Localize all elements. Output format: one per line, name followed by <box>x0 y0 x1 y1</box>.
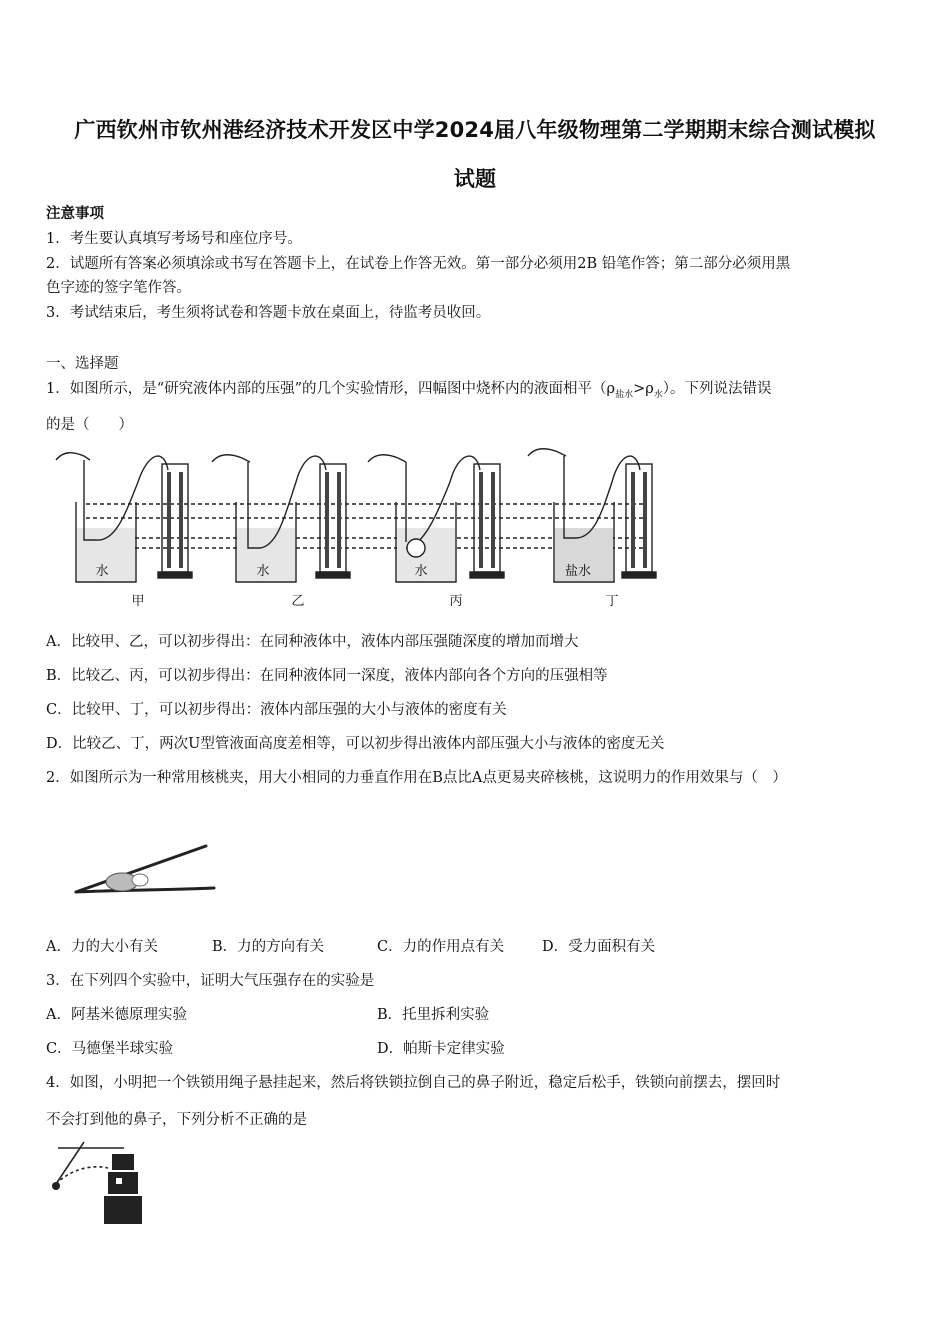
figure-label-bing: 丙 <box>449 594 463 609</box>
q2-option-c: C．力的作用点有关 <box>377 939 505 955</box>
nutcracker-image <box>70 836 220 906</box>
notice-item-1: 1．考生要认真填写考场号和座位序号。 <box>46 231 302 247</box>
q4-stem-line2: 不会打到他的鼻子，下列分析不正确的是 <box>46 1112 307 1128</box>
notice-item-2-cont: 色字迹的签字笔作答。 <box>46 280 191 296</box>
q2-option-b: B．力的方向有关 <box>212 939 325 955</box>
section-heading: 一、选择题 <box>46 356 119 372</box>
liquid-label-bing: 水 <box>414 564 428 579</box>
notice-item-3: 3．考试结束后，考生须将试卷和答题卡放在桌面上，待监考员收回。 <box>46 305 491 321</box>
notice-item-2: 2．试题所有答案必须填涂或书写在答题卡上，在试卷上作答无效。第一部分必须用2B 铅笔作答；第二部分必须用黑 <box>46 256 791 272</box>
q3-option-b: B．托里拆利实验 <box>377 1007 490 1023</box>
q2-option-d: D．受力面积有关 <box>542 939 656 955</box>
figure-label-jia: 甲 <box>131 594 145 609</box>
q1-stem-part-b: >ρ <box>633 381 654 397</box>
q1-option-d: D．比较乙、丁，两次U型管液面高度差相等，可以初步得出液体内部压强大小与液体的密度无关 <box>46 736 665 752</box>
figure-label-ding: 丁 <box>605 594 619 609</box>
q4-stem-line1: 4．如图，小明把一个铁锁用绳子悬挂起来，然后将铁锁拉倒自己的鼻子附近，稳定后松手，铁锁向前摆去，摆回时 <box>46 1075 781 1091</box>
q3-option-a: A．阿基米德原理实验 <box>46 1007 187 1023</box>
q1-option-b: B．比较乙、丙，可以初步得出：在同种液体同一深度，液体内部向各个方向的压强相等 <box>46 668 608 684</box>
exam-title-line2: 试题 <box>453 167 497 191</box>
q2-option-a: A．力的大小有关 <box>46 939 158 955</box>
figure-label-yi: 乙 <box>291 594 305 609</box>
q2-stem: 2．如图所示为一种常用核桃夹，用大小相同的力垂直作用在B点比A点更易夹碎核桃，这说明力的作用效果与（ ） <box>46 770 787 786</box>
liquid-label-ding: 盐水 <box>564 564 592 579</box>
q3-option-d: D．帕斯卡定律实验 <box>377 1041 505 1057</box>
apparatus-ding <box>528 449 656 582</box>
q1-option-a: A．比较甲、乙，可以初步得出：在同种液体中，液体内部压强随深度的增加而增大 <box>46 634 579 650</box>
q1-option-c: C．比较甲、丁，可以初步得出：液体内部压强的大小与液体的密度有关 <box>46 702 507 718</box>
q1-stem-part-a: 1．如图所示，是“研究液体内部的压强”的几个实验情形，四幅图中烧杯内的液面相平（ρ <box>46 381 616 397</box>
liquid-label-yi: 水 <box>256 564 270 579</box>
q1-sub-water: 水 <box>653 389 663 400</box>
q1-sub-saltwater: 盐水 <box>615 389 634 400</box>
liquid-label-jia: 水 <box>95 564 109 579</box>
apparatus-yi <box>212 455 350 582</box>
q3-stem: 3．在下列四个实验中，证明大气压强存在的实验是 <box>46 973 375 989</box>
q3-option-c: C．马德堡半球实验 <box>46 1041 174 1057</box>
q1-stem-part-c: ）。下列说法错误 <box>662 381 772 397</box>
notice-heading: 注意事项 <box>46 205 104 222</box>
q1-stem <box>46 377 772 400</box>
q1-stem-line2: 的是（ ） <box>46 417 133 433</box>
exam-title-line1: 广西钦州市钦州港经济技术开发区中学2024届八年级物理第二学期期末综合测试模拟 <box>74 118 876 142</box>
pendulum-lock-image <box>44 1138 156 1226</box>
q1-figure <box>46 442 666 614</box>
